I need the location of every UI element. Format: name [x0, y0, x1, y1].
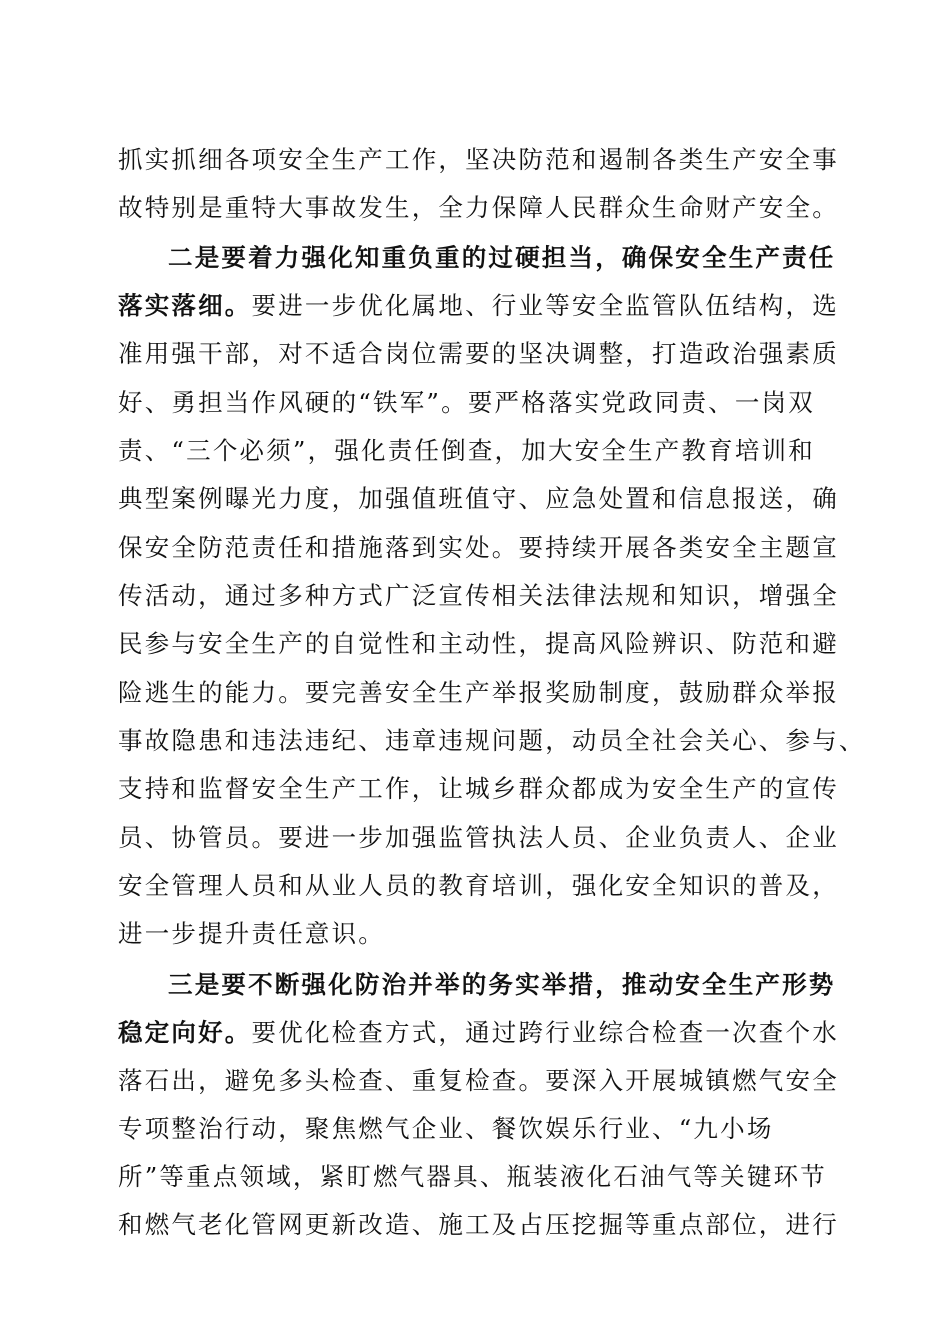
paragraph-3-line-4 [118, 1105, 774, 1153]
paragraph-2-heading-line [168, 234, 836, 282]
paragraph-2-line-12 [118, 765, 839, 813]
line-text: 专项整治行动，聚焦燃气企业、餐饮娱乐行业、“九小场 [118, 1114, 774, 1143]
paragraph-2-line-3 [118, 330, 839, 378]
paragraph-2-line-8 [118, 572, 839, 620]
line-text: 落石出，避免多头检查、重复检查。要深入开展城镇燃气安全 [118, 1066, 839, 1095]
paragraph-3-line-3 [118, 1057, 839, 1105]
line-text: 典型案例曝光力度，加强值班值守、应急处置和信息报送，确 [118, 484, 839, 513]
line-text: 员、协管员。要进一步加强监管执法人员、企业负责人、企业 [118, 823, 839, 852]
paragraph-3-line-2 [118, 1009, 839, 1057]
paragraph-2-line-6 [118, 475, 839, 523]
paragraph-1-line-2 [118, 184, 839, 232]
paragraph-1-line-1 [118, 136, 839, 184]
line-text: 要进一步优化属地、行业等安全监管队伍结构，选 [251, 291, 839, 320]
paragraph-3-line-6 [118, 1201, 839, 1249]
paragraph-2-line-9 [118, 620, 839, 668]
section-heading-end: 稳定向好。 [118, 1018, 252, 1047]
paragraph-3-heading-line [168, 961, 836, 1009]
paragraph-2-line-5 [118, 427, 815, 475]
line-text: 故特别是重特大事故发生，全力保障人民群众生命财产安全。 [118, 193, 839, 222]
paragraph-2-line-15 [118, 910, 385, 958]
paragraph-2-line-14 [118, 862, 839, 910]
paragraph-3-line-5 [118, 1153, 827, 1201]
line-text: 责、“三个必须”，强化责任倒查，加大安全生产教育培训和 [118, 436, 815, 465]
line-text: 民参与安全生产的自觉性和主动性，提高风险辨识、防范和避 [118, 629, 839, 658]
line-text: 要优化检查方式，通过跨行业综合检查一次查个水 [251, 1018, 839, 1047]
line-text: 所”等重点领域，紧盯燃气器具、瓶装液化石油气等关键环节 [118, 1162, 827, 1191]
line-text: 和燃气老化管网更新改造、施工及占压挖掘等重点部位，进行 [118, 1210, 839, 1239]
paragraph-2-line-7 [118, 524, 839, 572]
paragraph-2-line-13 [118, 814, 839, 862]
line-text: 传活动，通过多种方式广泛宣传相关法律法规和知识，增强全 [118, 581, 839, 610]
line-text: 事故隐患和违法违纪、违章违规问题，动员全社会关心、参与、 [118, 726, 866, 755]
line-text: 险逃生的能力。要完善安全生产举报奖励制度，鼓励群众举报 [118, 678, 839, 707]
line-text: 准用强干部，对不适合岗位需要的坚决调整，打造政治强素质 [118, 339, 839, 368]
paragraph-2-line-2 [118, 282, 839, 330]
line-text: 支持和监督安全生产工作，让城乡群众都成为安全生产的宣传 [118, 774, 839, 803]
section-heading-end: 落实落细。 [118, 291, 252, 320]
line-text: 保安全防范责任和措施落到实处。要持续开展各类安全主题宣 [118, 533, 839, 562]
line-text: 好、勇担当作风硬的“铁军”。要严格落实党政同责、一岗双 [118, 388, 815, 417]
paragraph-2-line-11 [118, 717, 866, 765]
section-heading: 三是要不断强化防治并举的务实举措，推动安全生产形势 [168, 970, 836, 999]
line-text: 安全管理人员和从业人员的教育培训，强化安全知识的普及， [118, 871, 839, 900]
paragraph-2-line-10 [118, 669, 839, 717]
line-text: 进一步提升责任意识。 [118, 919, 385, 948]
line-text: 抓实抓细各项安全生产工作，坚决防范和遏制各类生产安全事 [118, 145, 839, 174]
paragraph-2-line-4 [118, 379, 815, 427]
section-heading: 二是要着力强化知重负重的过硬担当，确保安全生产责任 [168, 243, 836, 272]
